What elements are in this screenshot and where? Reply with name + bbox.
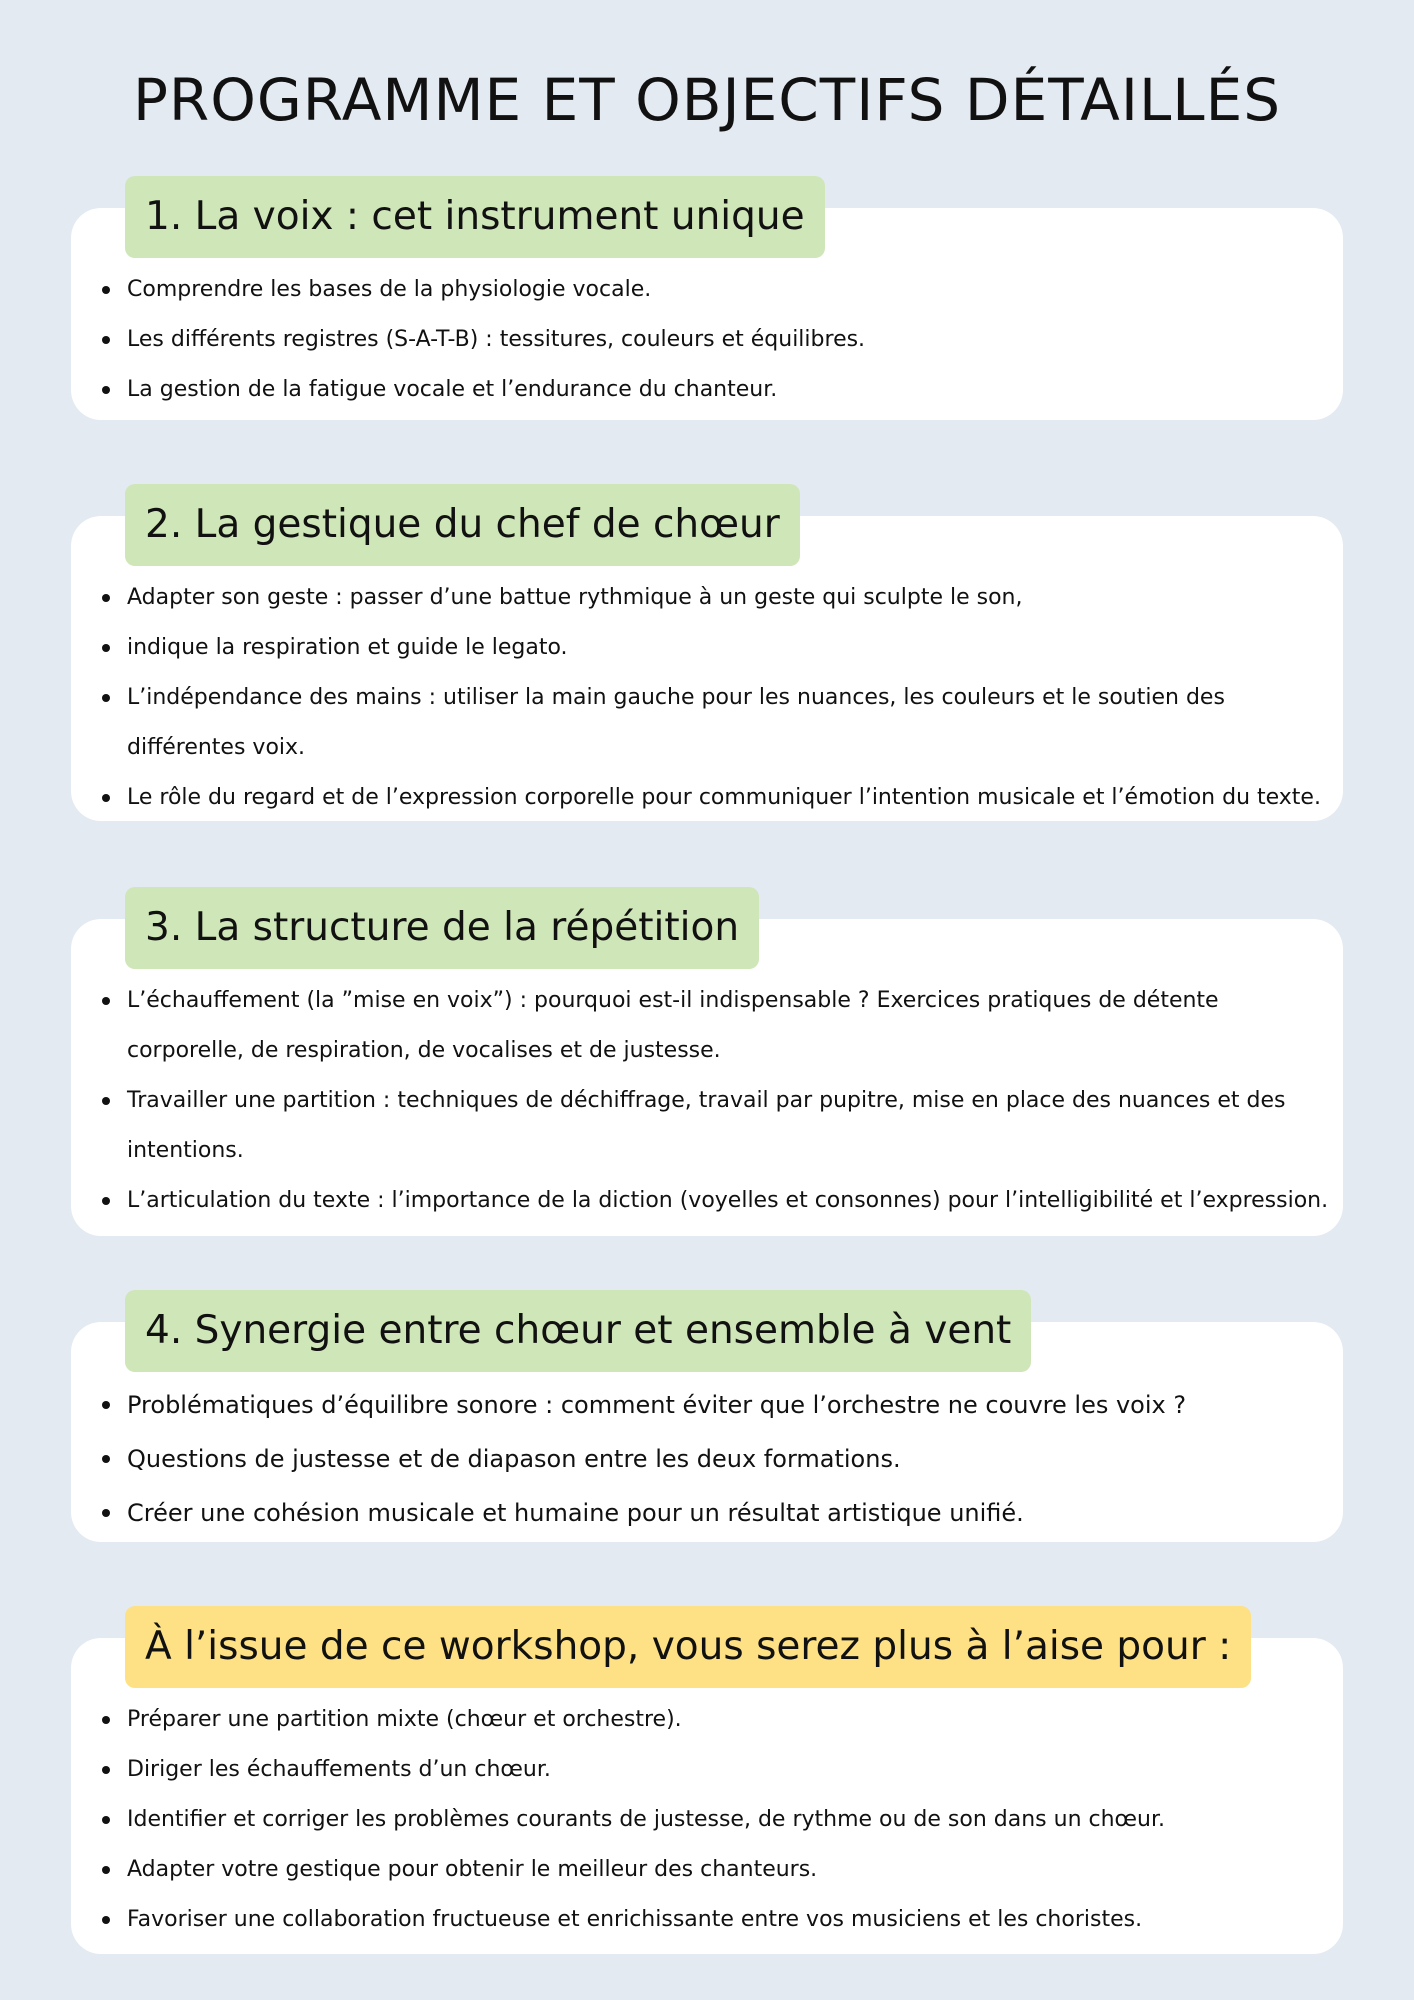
list-item: Adapter son geste : passer d’une battue rythmique à un geste qui sculpte le son, [127, 573, 1343, 623]
section-list [71, 1378, 1343, 1540]
list-item: L’indépendance des mains : utiliser la main gauche pour les nuances, les couleurs et le soutien des différentes voix. [127, 673, 1343, 773]
list-item: Diriger les échauffements d’un chœur. [127, 1745, 1343, 1795]
list-item: Préparer une partition mixte (chœur et orchestre). [127, 1695, 1343, 1745]
page-title: PROGRAMME ET OBJECTIFS DÉTAILLÉS [132, 66, 1282, 134]
outcomes-list [71, 1695, 1343, 1945]
list-item: Les différents registres (S-A-T-B) : tessitures, couleurs et équilibres. [127, 315, 1343, 365]
list-item: La gestion de la fatigue vocale et l’endurance du chanteur. [127, 365, 1343, 415]
outcomes-heading: À l’issue de ce workshop, vous serez plus à l’aise pour : [125, 1606, 1251, 1688]
section-list [71, 976, 1343, 1226]
section-list [71, 265, 1343, 415]
list-item: L’articulation du texte : l’importance de la diction (voyelles et consonnes) pour l’intelligibilité et l’expression. [127, 1176, 1343, 1226]
section-heading-voice: 1. La voix : cet instrument unique [125, 176, 825, 258]
list-item: Identifier et corriger les problèmes courants de justesse, de rythme ou de son dans un chœur. [127, 1795, 1343, 1845]
section-heading-repetition: 3. La structure de la répétition [125, 887, 759, 969]
list-item: Favoriser une collaboration fructueuse et enrichissante entre vos musiciens et les choristes. [127, 1895, 1343, 1945]
list-item: Comprendre les bases de la physiologie vocale. [127, 265, 1343, 315]
section-list [71, 573, 1343, 823]
list-item: Adapter votre gestique pour obtenir le meilleur des chanteurs. [127, 1845, 1343, 1895]
list-item: L’échauffement (la ”mise en voix”) : pourquoi est-il indispensable ? Exercices pratiques de détente corporelle, de respiration, de vocalises et de justesse. [127, 976, 1343, 1076]
list-item: Travailler une partition : techniques de déchiffrage, travail par pupitre, mise en place des nuances et des intentions. [127, 1076, 1343, 1176]
list-item: Créer une cohésion musicale et humaine pour un résultat artistique unifié. [127, 1486, 1343, 1540]
list-item: Questions de justesse et de diapason entre les deux formations. [127, 1432, 1343, 1486]
section-heading-gestique: 2. La gestique du chef de chœur [125, 484, 800, 566]
list-item: Le rôle du regard et de l’expression corporelle pour communiquer l’intention musicale et l’émotion du texte. [127, 773, 1343, 823]
list-item: Problématiques d’équilibre sonore : comment éviter que l’orchestre ne couvre les voix ? [127, 1378, 1343, 1432]
list-item: indique la respiration et guide le legato. [127, 623, 1343, 673]
section-heading-synergie: 4. Synergie entre chœur et ensemble à vent [125, 1290, 1031, 1372]
